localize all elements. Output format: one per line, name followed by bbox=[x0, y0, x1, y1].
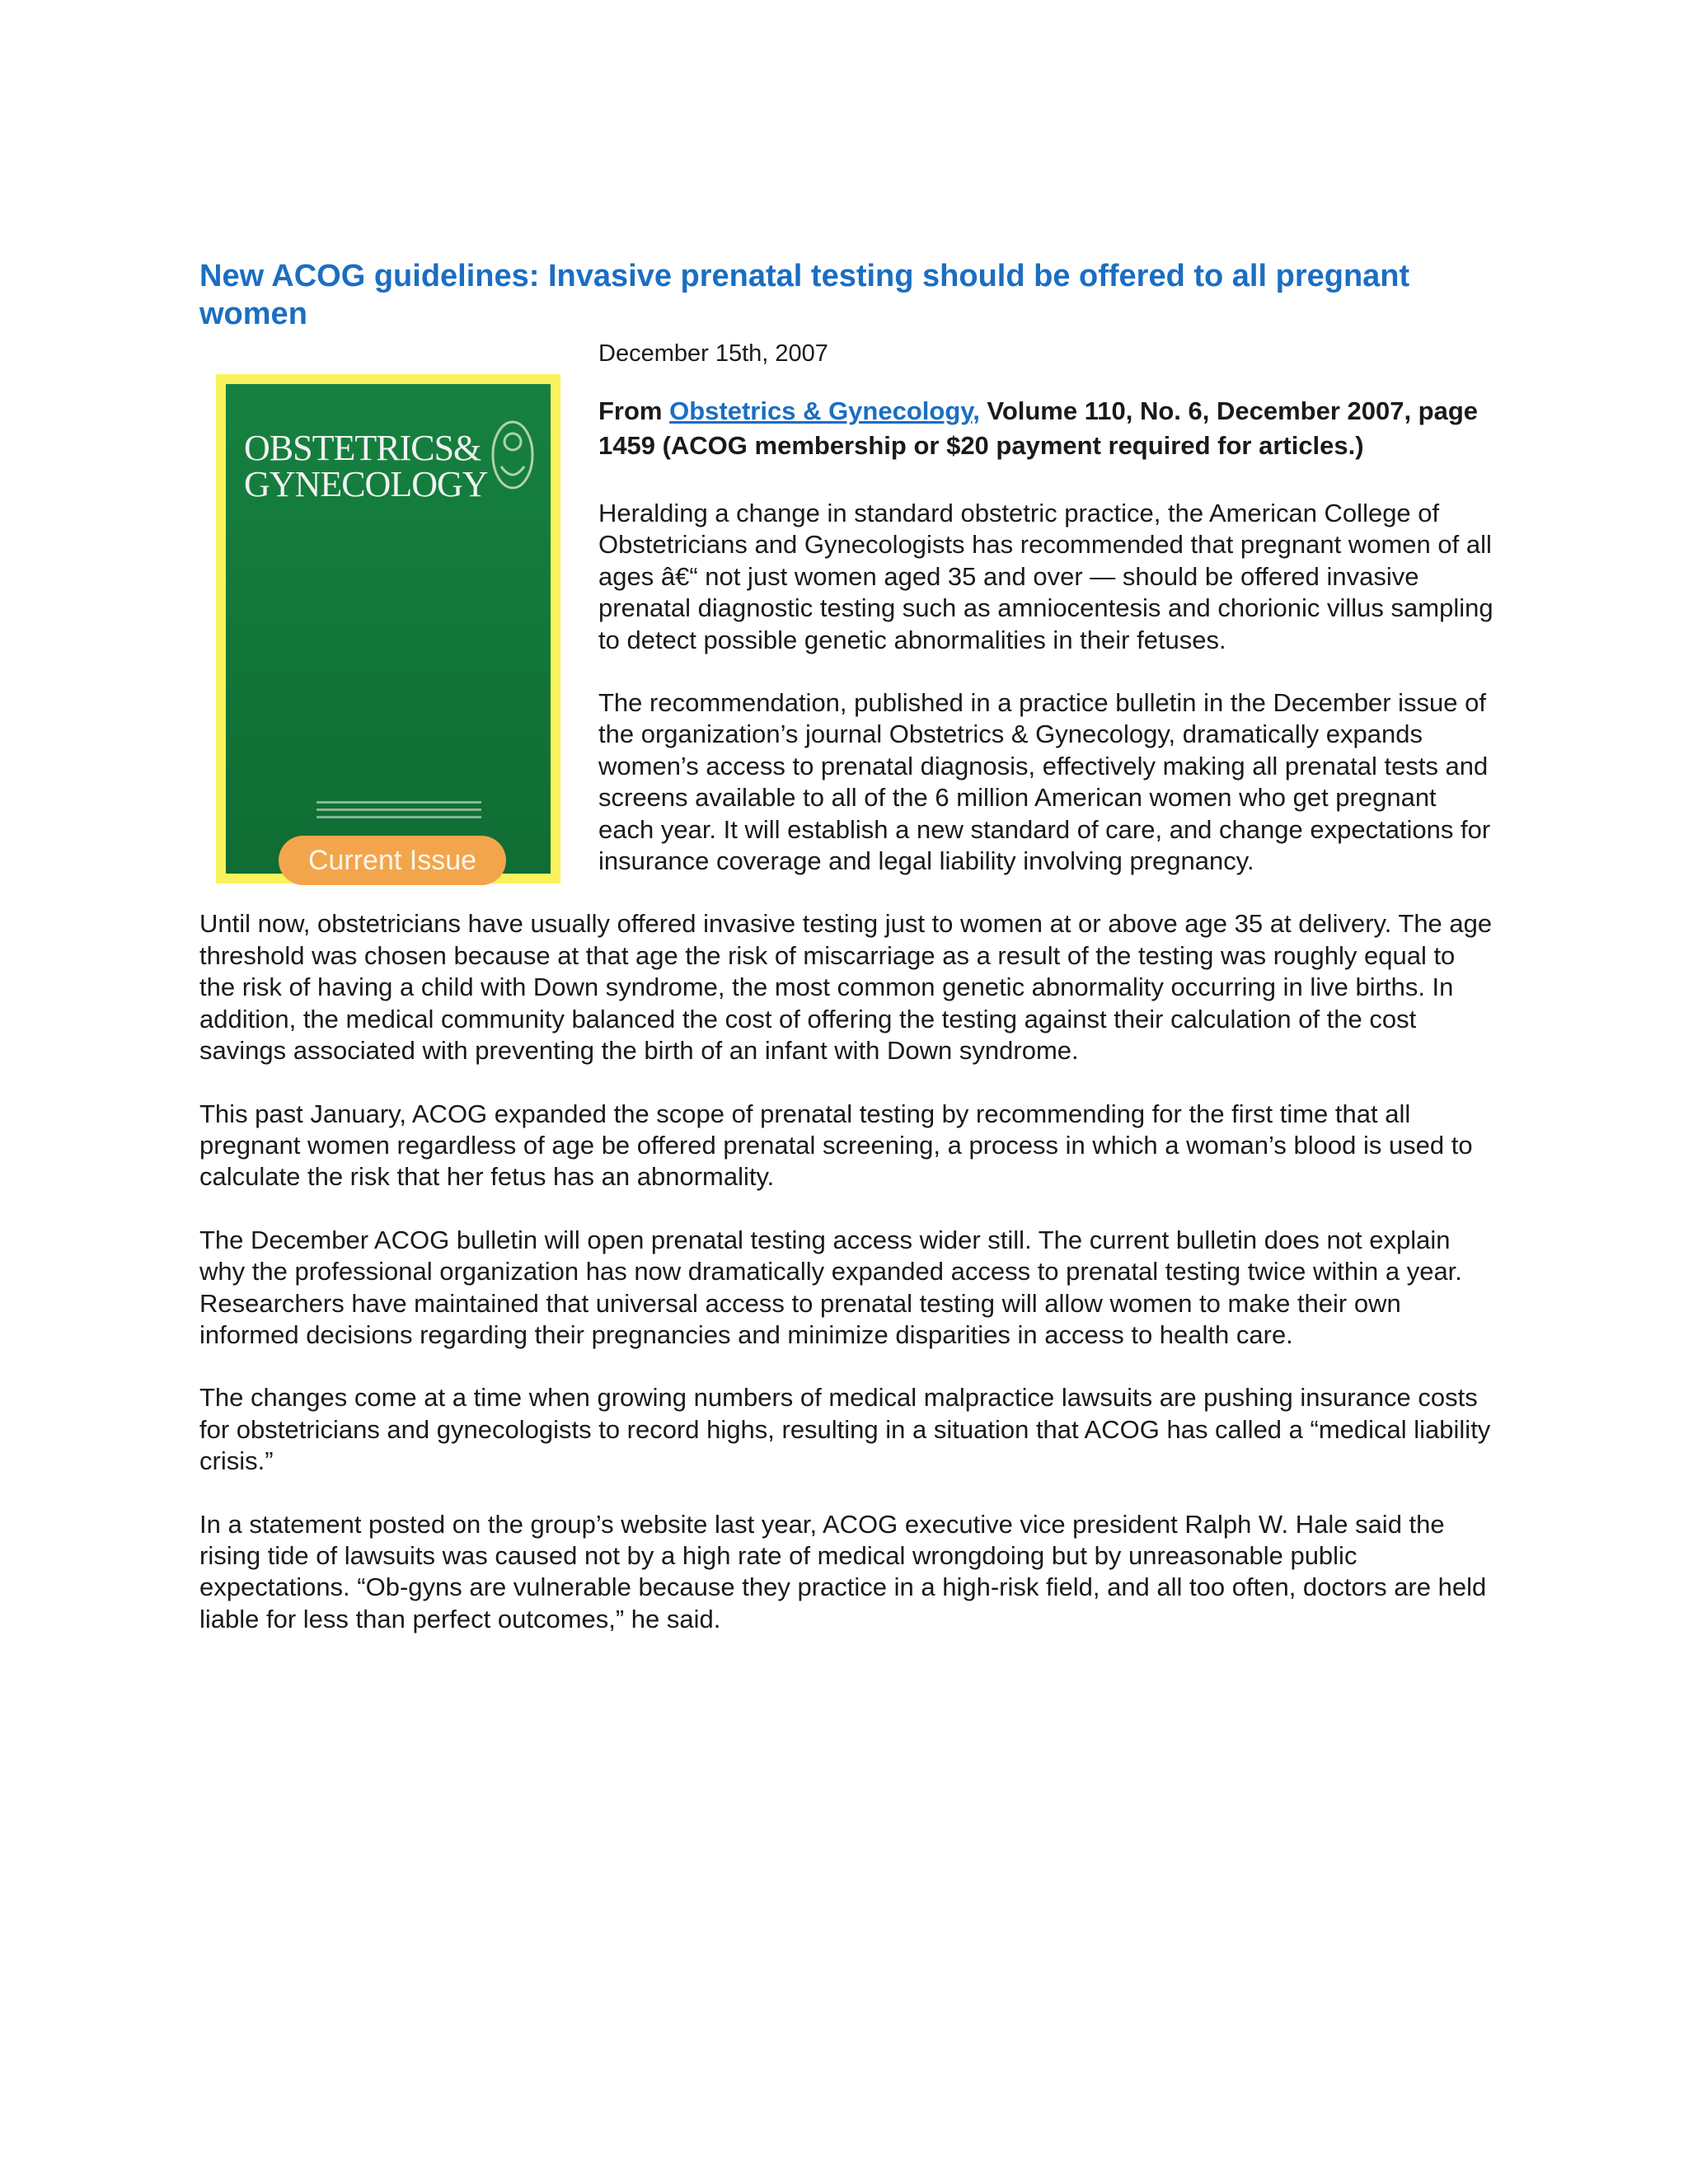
paragraph: Until now, obstetricians have usually offered invasive testing just to women at or above age 35 at delivery. The age threshold was chosen because at that age the risk of miscarriage as a result of the testing was roughly equal to the risk of having a child with Down syndrome, the most common genetic abnormality occurring in live births. In addition, the medical community balanced the cost of offering the testing against their calculation of the cost savings associated with preventing the birth of an infant with Down syndrome. bbox=[199, 909, 1493, 1066]
article-title: New ACOG guidelines: Invasive prenatal testing should be offered to all pregnant women bbox=[199, 259, 1410, 331]
cover-title: OBSTETRICS& GYNECOLOGY bbox=[244, 428, 488, 504]
article bbox=[199, 257, 1493, 1666]
paragraph: The December ACOG bulletin will open prenatal testing access wider still. The current bulletin does not explain why the professional organization has now dramatically expanded access to prenatal testing twice within a year. Researchers have maintained that universal access to prenatal testing will allow women to make their own informed decisions regarding their pregnancies and minimize disparities in access to health care. bbox=[199, 1225, 1462, 1349]
cover-fine-print bbox=[316, 801, 481, 823]
source-details: Volume 110, No. 6, December 2007, page 1459 (ACOG membership or $20 payment required for articles.) bbox=[598, 396, 1479, 460]
paragraph: This past January, ACOG expanded the scope of prenatal testing by recommending for the first time that all pregnant women regardless of age be offered prenatal screening, a process in which a woman’s blood is used to calculate the risk that her fetus has an abnormality. bbox=[199, 1099, 1473, 1192]
journal-cover-image bbox=[216, 374, 560, 883]
cover-emblem-icon bbox=[488, 417, 537, 493]
paragraph: The changes come at a time when growing numbers of medical malpractice lawsuits are pushing insurance costs for obstetricians and gynecologists to record highs, resulting in a situation that ACOG has called a “medical liability crisis.” bbox=[199, 1383, 1491, 1476]
paragraph: In a statement posted on the group’s website last year, ACOG executive vice president Ralph W. Hale said the rising tide of lawsuits was caused not by a high rate of medical wrongdoing but by unreasonable public expectations. “Ob-gyns are vulnerable because they practice in a high-risk field, and all too often, doctors are held liable for less than perfect outcomes,” he said. bbox=[199, 1509, 1487, 1633]
source-prefix: From bbox=[598, 396, 670, 425]
paragraph: The recommendation, published in a practice bulletin in the December issue of the organization’s journal Obstetrics & Gynecology, dramatically expands women’s access to prenatal diagnosis, effectively making all prenatal tests and screens available to all of the 6 million American women who get pregnant each year. It will establish a new standard of care, and change expectations for insurance coverage and legal liability involving pregnancy. bbox=[598, 688, 1491, 876]
paragraph: Heralding a change in standard obstetric practice, the American College of Obstetricians and Gynecologists has recommended that pregnant women of all ages â€“ not just women aged 35 and over — should be offered invasive prenatal diagnostic testing such as amniocentesis and chorionic villus sampling to detect possible genetic abnormalities in their fetuses. bbox=[598, 499, 1493, 654]
article-date: December 15th, 2007 bbox=[598, 340, 828, 367]
cover-background bbox=[226, 384, 551, 874]
journal-link[interactable]: Obstetrics & Gynecology, bbox=[669, 396, 980, 425]
current-issue-badge: Current Issue bbox=[279, 836, 506, 885]
